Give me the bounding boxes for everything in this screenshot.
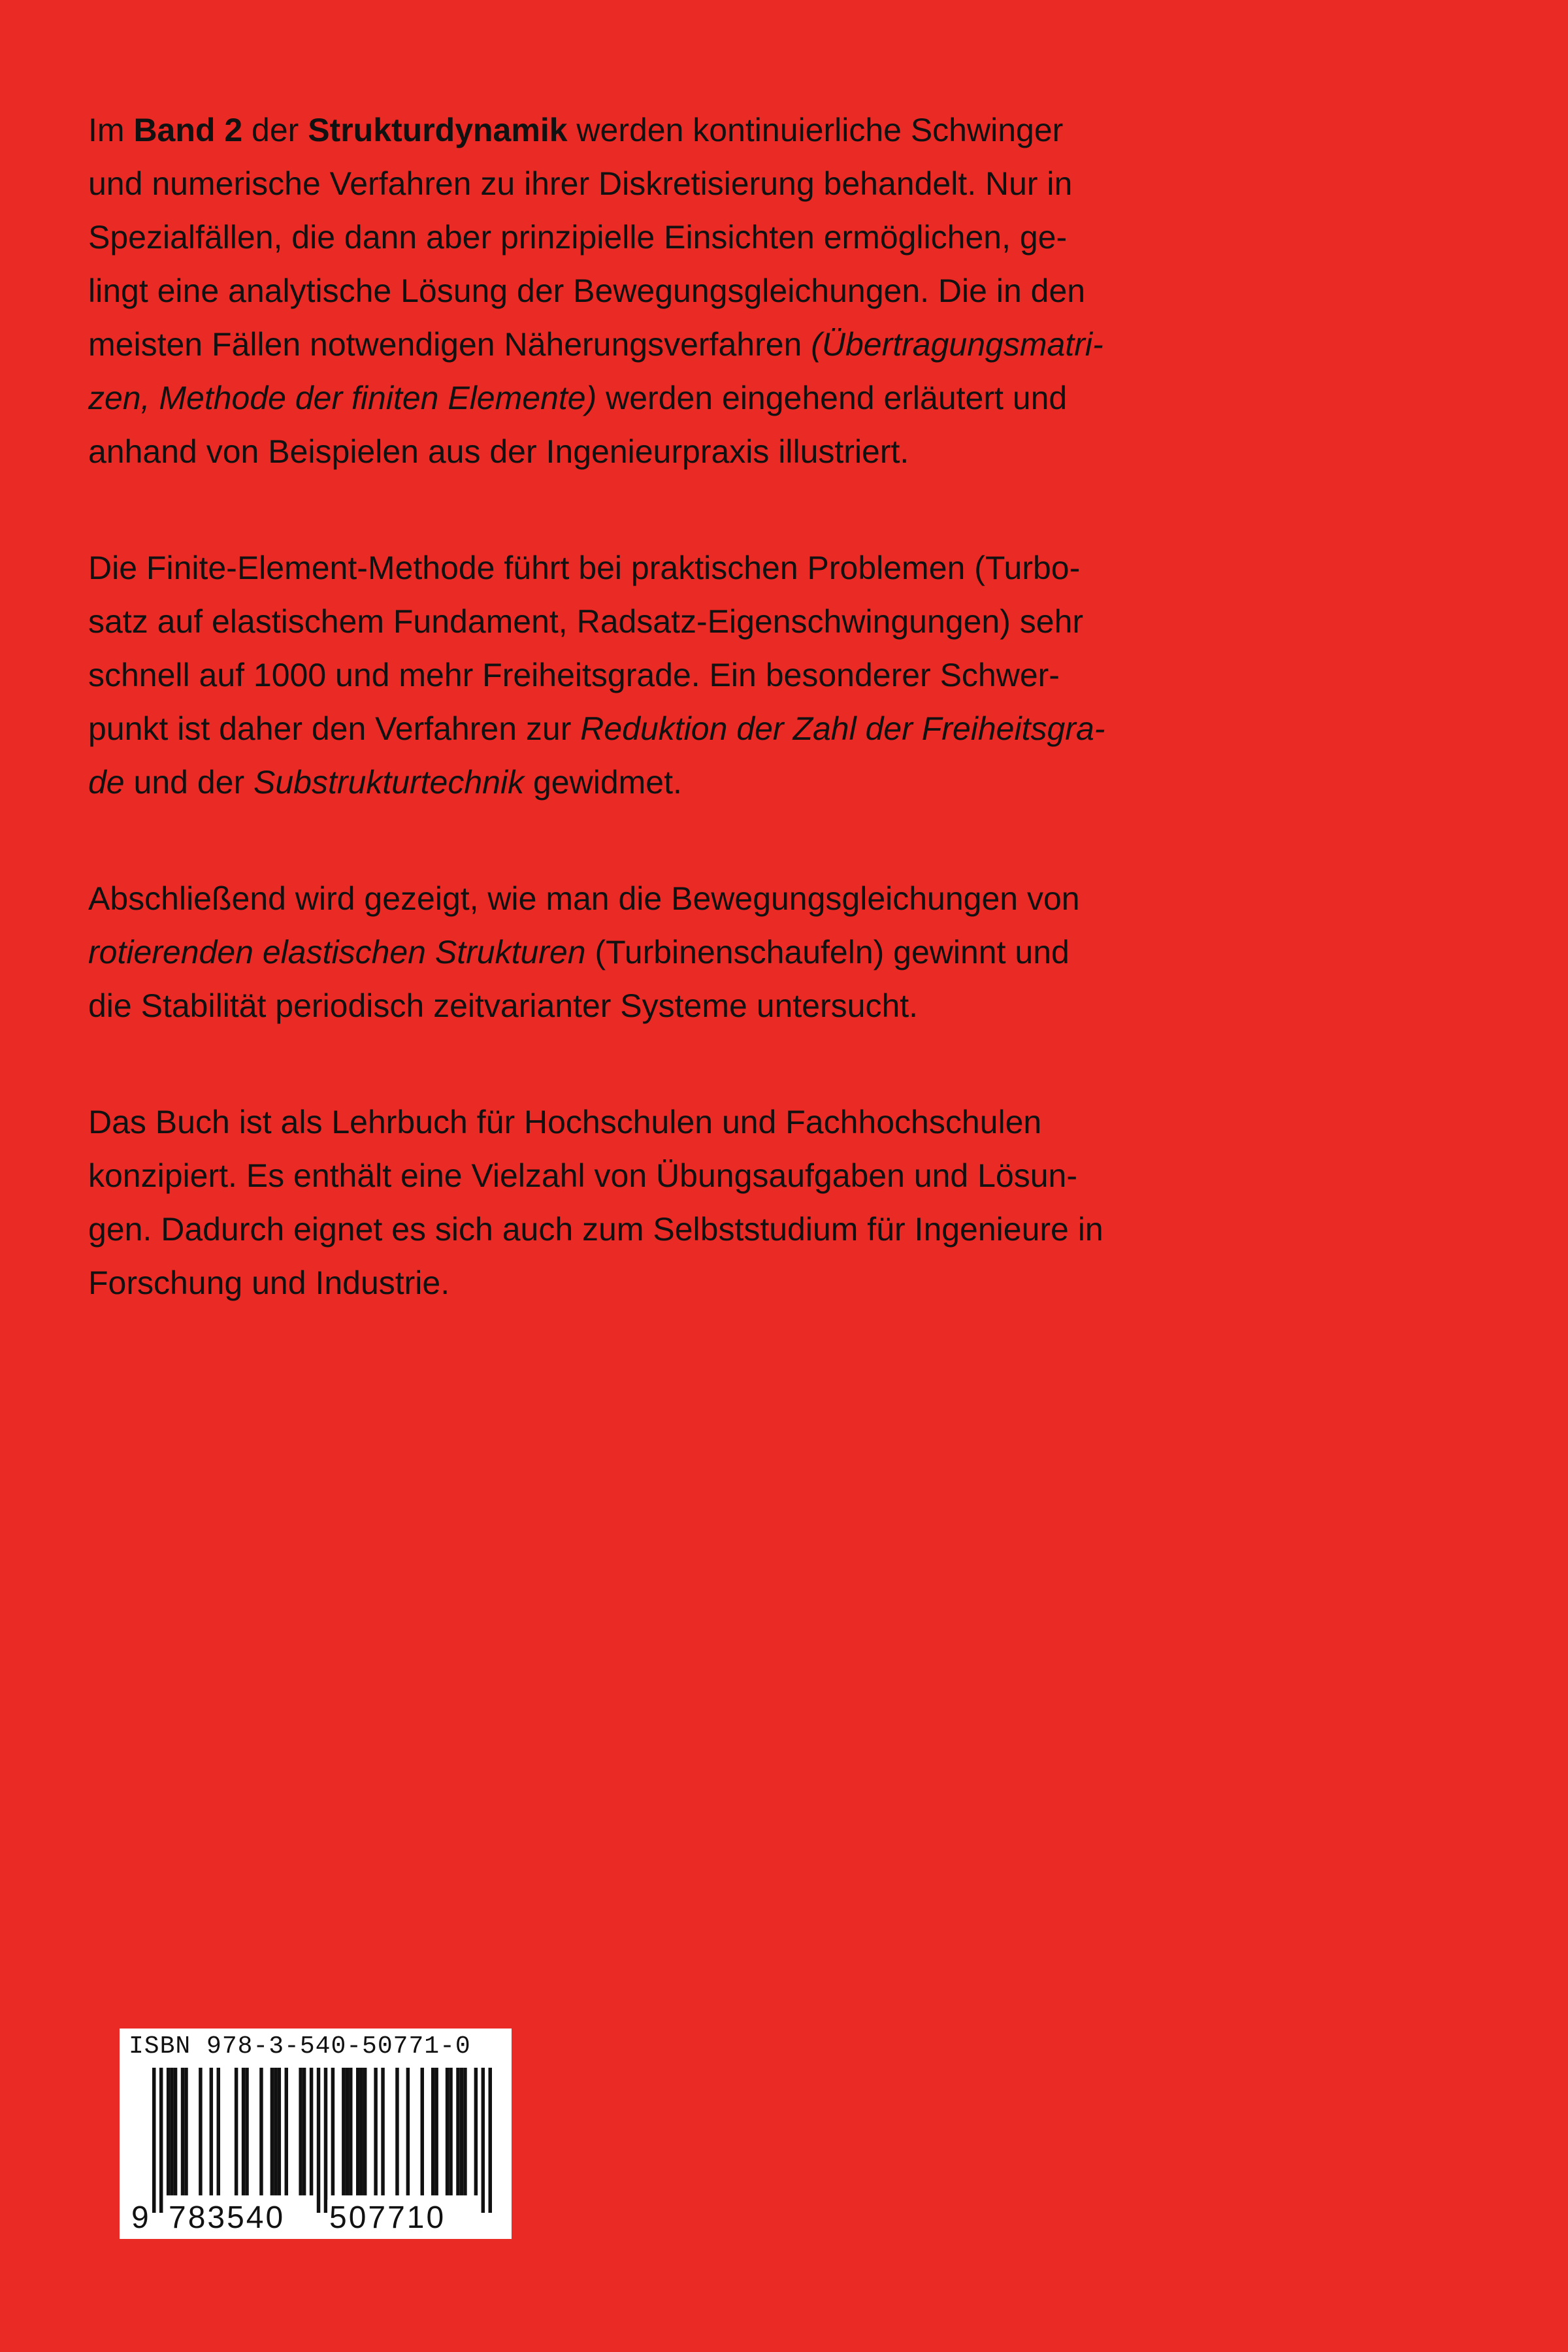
text-line: schnell auf 1000 und mehr Freiheitsgrade. Ein besonderer Schwer- <box>88 657 1060 693</box>
barcode-guard-bar <box>482 2068 485 2213</box>
barcode-guard-bar <box>489 2068 492 2213</box>
barcode-bars <box>152 2068 492 2213</box>
bold-text: Strukturdynamik <box>308 112 568 148</box>
paragraph-intro <box>88 103 1395 478</box>
text-line: Das Buch ist als Lehrbuch für Hochschulen und Fachhochschulen <box>88 1104 1042 1140</box>
paragraph-fem <box>88 541 1395 809</box>
barcode-bar <box>463 2068 466 2195</box>
text-line: konzipiert. Es enthält eine Vielzahl von Übungsaufgaben und Lösun- <box>88 1157 1078 1194</box>
text-run: gewidmet. <box>524 764 682 801</box>
text-line: satz auf elastischem Fundament, Radsatz-Eigenschwingungen) sehr <box>88 603 1084 640</box>
isbn-label: ISBN 978-3-540-50771-0 <box>129 2032 471 2061</box>
paragraph-rotating <box>88 872 1395 1033</box>
barcode-bar <box>274 2068 277 2195</box>
text-run: (Turbinenschaufeln) gewinnt und <box>585 934 1070 970</box>
paragraph-audience <box>88 1095 1395 1310</box>
text-line: Forschung und Industrie. <box>88 1265 450 1301</box>
bold-text: Band 2 <box>133 112 243 148</box>
barcode-guard-bar <box>317 2068 320 2213</box>
barcode-bar <box>363 2068 367 2195</box>
italic-text: (Übertragungsmatri- <box>811 326 1103 363</box>
barcode-guard-bar <box>324 2068 327 2213</box>
barcode-bar <box>242 2068 245 2195</box>
barcode-bar <box>446 2068 449 2195</box>
ean-digits <box>131 2200 504 2238</box>
text-line <box>88 702 1395 755</box>
text-run: Im <box>88 112 134 148</box>
italic-text: zen, Methode der finiten Elemente) <box>88 380 597 416</box>
barcode-bar <box>184 2068 188 2195</box>
barcode-bar <box>302 2068 306 2195</box>
text-run: der <box>242 112 308 148</box>
barcode-bar <box>449 2068 452 2195</box>
barcode-bar <box>199 2068 202 2195</box>
back-cover-text <box>88 103 1395 1310</box>
text-run: punkt ist daher den Verfahren zur <box>88 710 581 747</box>
text-run: meisten Fällen notwendigen Näherungsverfahren <box>88 326 811 363</box>
text-line: gen. Dadurch eignet es sich auch zum Selbststudium für Ingenieure in <box>88 1211 1103 1248</box>
text-line: Die Finite-Element-Methode führt bei praktischen Problemen (Turbo- <box>88 550 1081 586</box>
ean-digits-left: 783540 <box>167 2200 287 2236</box>
barcode-bar <box>310 2068 313 2195</box>
text-line <box>88 371 1395 425</box>
text-run: werden eingehend erläutert und <box>596 380 1068 416</box>
text-line <box>88 318 1395 371</box>
barcode-bar <box>456 2068 459 2195</box>
barcode-bar <box>431 2068 434 2195</box>
barcode-bar <box>285 2068 288 2195</box>
barcode-bar <box>474 2068 478 2195</box>
barcode-bar <box>356 2068 359 2195</box>
italic-text: de <box>88 764 125 801</box>
barcode-bar <box>167 2068 170 2195</box>
text-line: die Stabilität periodisch zeitvarianter Systeme untersucht. <box>88 987 919 1024</box>
barcode-bar <box>278 2068 281 2195</box>
barcode-bar <box>381 2068 384 2195</box>
italic-text: Reduktion der Zahl der Freiheitsgra- <box>580 710 1105 747</box>
isbn-barcode <box>120 2029 512 2239</box>
barcode-bar <box>460 2068 463 2195</box>
italic-text: Substrukturtechnik <box>253 764 525 801</box>
barcode-bar <box>346 2068 349 2195</box>
barcode-bar <box>270 2068 274 2195</box>
text-line: anhand von Beispielen aus der Ingenieurpraxis illustriert. <box>88 433 909 470</box>
barcode-bar <box>217 2068 220 2195</box>
barcode-bar <box>349 2068 352 2195</box>
barcode-bar <box>210 2068 213 2195</box>
text-line: und numerische Verfahren zu ihrer Diskretisierung behandelt. Nur in <box>88 165 1073 202</box>
barcode-guard-bar <box>152 2068 155 2213</box>
barcode-bar <box>235 2068 238 2195</box>
text-line: Spezialfällen, die dann aber prinzipielle Einsichten ermöglichen, ge- <box>88 219 1068 256</box>
barcode-bar <box>174 2068 177 2195</box>
barcode-bar <box>342 2068 345 2195</box>
text-line <box>88 755 1395 809</box>
barcode-bar <box>299 2068 302 2195</box>
barcode-bar <box>374 2068 377 2195</box>
barcode-bar <box>170 2068 173 2195</box>
text-line <box>88 925 1395 979</box>
text-line <box>88 103 1395 157</box>
text-run: und der <box>124 764 253 801</box>
barcode-bar <box>421 2068 424 2195</box>
barcode-bar <box>259 2068 263 2195</box>
barcode-bar <box>406 2068 410 2195</box>
italic-text: rotierenden elastischen Strukturen <box>88 934 586 970</box>
barcode-bar <box>245 2068 248 2195</box>
barcode-bar <box>181 2068 184 2195</box>
barcode-guard-bar <box>159 2068 163 2213</box>
ean-digit-first: 9 <box>131 2200 149 2235</box>
text-run: werden kontinuierliche Schwinger <box>567 112 1064 148</box>
barcode-bar <box>395 2068 399 2195</box>
barcode-bar <box>359 2068 363 2195</box>
barcode-bar <box>331 2068 335 2195</box>
barcode-bar <box>434 2068 438 2195</box>
ean-digits-right: 507710 <box>327 2200 448 2236</box>
text-line: Abschließend wird gezeigt, wie man die Bewegungsgleichungen von <box>88 880 1080 917</box>
text-line: lingt eine analytische Lösung der Bewegungsgleichungen. Die in den <box>88 273 1086 309</box>
